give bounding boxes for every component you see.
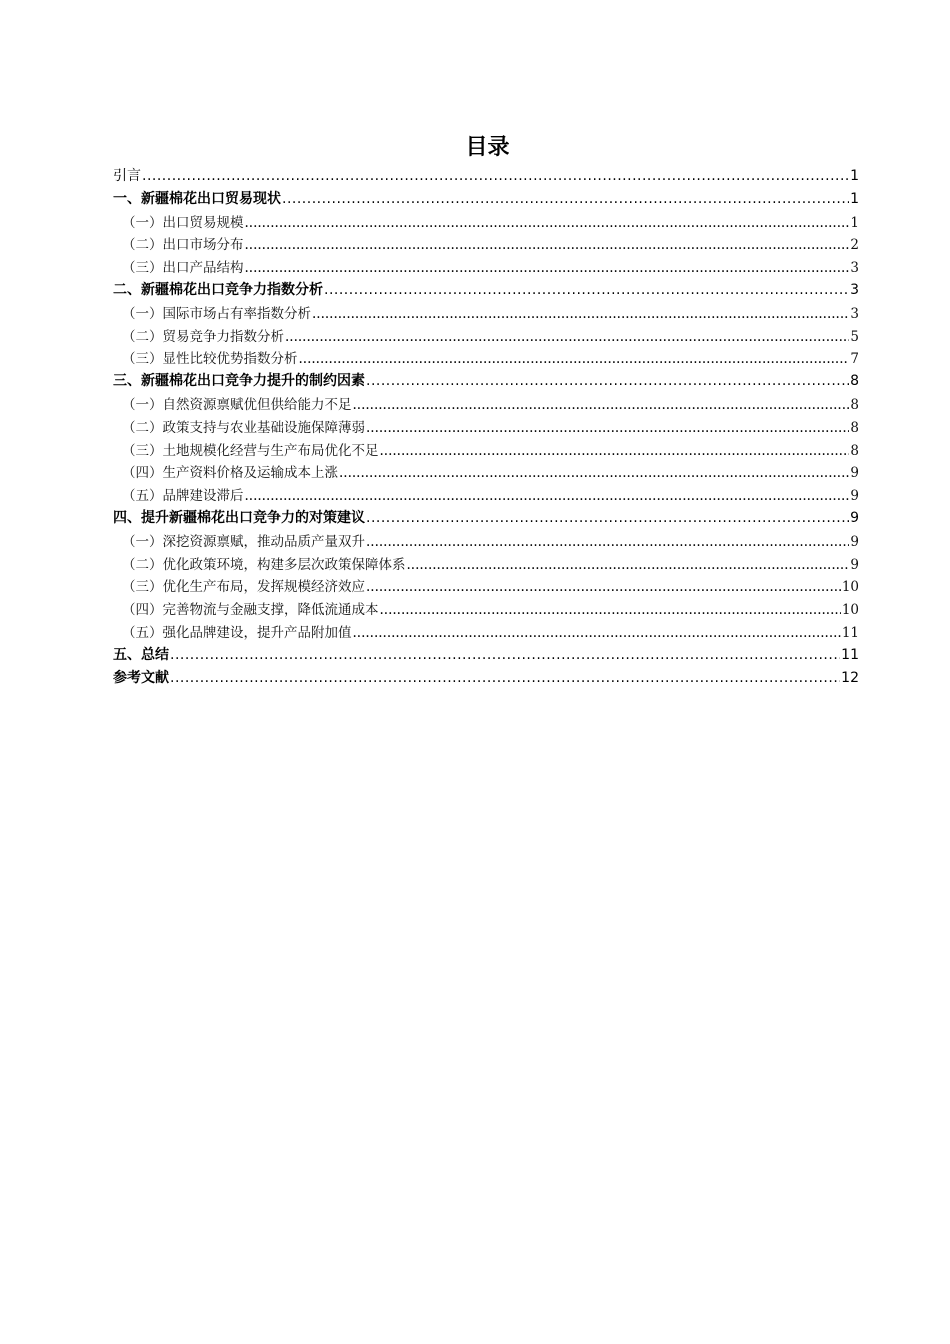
dot-leader (170, 647, 840, 663)
toc-entry-text: 四、提升新疆棉花出口竞争力的对策建议 (113, 509, 365, 526)
toc-entry-text: （二）出口市场分布 (122, 237, 244, 254)
toc-entry-page: 8 (850, 419, 859, 436)
dot-leader (353, 397, 850, 413)
toc-entry-page: 9 (850, 465, 859, 482)
dot-leader (366, 373, 849, 389)
toc-entry-page: 10 (841, 602, 859, 619)
dot-leader (245, 215, 850, 231)
toc-title: 目录 (465, 135, 510, 160)
dot-leader (339, 465, 849, 481)
toc-entry-text: （二）政策支持与农业基础设施保障薄弱 (122, 419, 365, 436)
toc-entry-page: 5 (850, 328, 859, 345)
toc-entry-page: 12 (841, 669, 859, 686)
toc-entry[interactable] (113, 621, 859, 644)
toc-entry-page: 8 (850, 396, 859, 413)
toc-entry-page: 1 (850, 190, 859, 207)
toc-entry-page: 9 (850, 488, 859, 505)
dot-leader (407, 557, 850, 573)
toc-entry[interactable] (113, 439, 859, 462)
toc-entry-text: （五）品牌建设滞后 (122, 488, 244, 505)
toc-entry-text: （四）生产资料价格及运输成本上涨 (122, 465, 338, 482)
toc-entry[interactable] (113, 347, 859, 370)
toc-entry-text: （三）土地规模化经营与生产布局优化不足 (122, 442, 379, 459)
toc-entry-text: （一）自然资源禀赋优但供给能力不足 (122, 396, 352, 413)
dot-leader (245, 237, 850, 253)
toc-entry[interactable] (113, 233, 859, 256)
toc-entry[interactable] (113, 279, 859, 302)
toc-entry[interactable] (113, 325, 859, 348)
toc-entry[interactable] (113, 370, 859, 393)
dot-leader (170, 670, 840, 686)
toc-entry-text: 参考文献 (113, 669, 169, 686)
toc-entry[interactable] (113, 461, 859, 484)
dot-leader (366, 420, 849, 436)
toc-entry[interactable] (113, 484, 859, 507)
toc-entry-text: （三）优化生产布局，发挥规模经济效应 (122, 579, 365, 596)
toc-entry-text: 五、总结 (113, 646, 169, 663)
toc-entry-page: 9 (850, 533, 859, 550)
toc-entry[interactable] (113, 165, 859, 188)
toc-entry-text: （一）国际市场占有率指数分析 (122, 305, 311, 322)
toc-entry-text: 引言 (113, 168, 141, 184)
toc-entry[interactable] (113, 598, 859, 621)
dot-leader (312, 306, 849, 322)
toc-entry-page: 7 (850, 351, 859, 368)
toc-entry[interactable] (113, 644, 859, 667)
toc-entry-text: （一）出口贸易规模 (122, 214, 244, 231)
toc-entry[interactable] (113, 416, 859, 439)
toc-entry-text: （三）出口产品结构 (122, 260, 244, 277)
toc-entry-text: （一）深挖资源禀赋，推动品质产量双升 (122, 533, 365, 550)
dot-leader (142, 168, 849, 184)
toc-entry-page: 11 (841, 624, 859, 641)
toc-entry-text: （四）完善物流与金融支撑，降低流通成本 (122, 602, 379, 619)
toc-entry[interactable] (113, 575, 859, 598)
toc-entry[interactable] (113, 302, 859, 325)
toc-entry-text: （二）贸易竞争力指数分析 (122, 328, 284, 345)
toc-entry[interactable] (113, 530, 859, 553)
dot-leader (324, 282, 849, 298)
dot-leader (299, 351, 850, 367)
dot-leader (285, 329, 849, 345)
toc-entry[interactable] (113, 393, 859, 416)
toc-entry-page: 8 (850, 373, 859, 390)
toc-entry-text: （二）优化政策环境，构建多层次政策保障体系 (122, 556, 406, 573)
toc-entry[interactable] (113, 211, 859, 234)
toc-entry-page: 3 (850, 281, 859, 298)
dot-leader (380, 443, 850, 459)
toc-entry-page: 9 (850, 556, 859, 573)
toc-entry-page: 10 (841, 579, 859, 596)
toc-entry-page: 3 (850, 305, 859, 322)
toc-entry-text: 三、新疆棉花出口竞争力提升的制约因素 (113, 373, 365, 390)
toc-entry-page: 11 (841, 646, 859, 663)
toc-entry-page: 2 (850, 237, 859, 254)
dot-leader (366, 510, 849, 526)
toc-entry-page: 8 (850, 442, 859, 459)
dot-leader (245, 260, 850, 276)
dot-leader (245, 488, 850, 504)
toc-entry[interactable] (113, 667, 859, 690)
toc-entry-text: 一、新疆棉花出口贸易现状 (113, 190, 281, 207)
toc-entry[interactable] (113, 188, 859, 211)
toc-entry[interactable] (113, 553, 859, 576)
dot-leader (353, 625, 841, 641)
toc-entry[interactable] (113, 507, 859, 530)
toc-entry-page: 9 (850, 509, 859, 526)
toc-entry-text: 二、新疆棉花出口竞争力指数分析 (113, 281, 323, 298)
toc-entry-page: 1 (850, 214, 859, 231)
dot-leader (366, 534, 849, 550)
table-of-contents (113, 165, 859, 689)
toc-entry-page: 1 (850, 168, 859, 184)
dot-leader (366, 579, 841, 595)
toc-entry-text: （三）显性比较优势指数分析 (122, 351, 298, 368)
dot-leader (282, 191, 849, 207)
dot-leader (380, 602, 841, 618)
toc-entry-text: （五）强化品牌建设，提升产品附加值 (122, 624, 352, 641)
toc-entry-page: 3 (850, 260, 859, 277)
toc-entry[interactable] (113, 256, 859, 279)
